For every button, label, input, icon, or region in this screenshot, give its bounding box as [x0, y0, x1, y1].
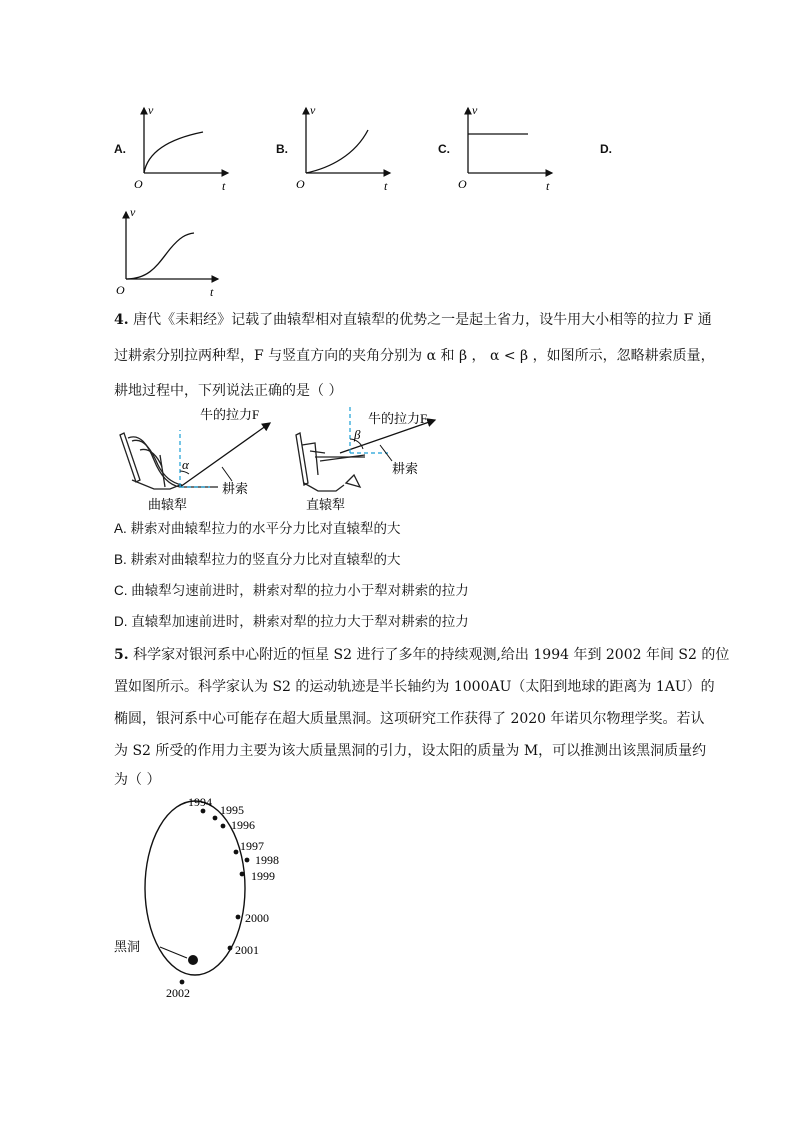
point-1994 [201, 809, 206, 814]
origin-label: O [116, 283, 125, 297]
origin-label: O [458, 177, 467, 191]
option-a-label: A. [114, 142, 126, 156]
curve-d [126, 233, 194, 279]
q5-line-5: 为（ ） [114, 772, 161, 788]
q5-line-3: 椭圆，银河系中心可能存在超大质量黑洞。这项研究工作获得了 2020 年诺贝尔物理学奖。若认 [114, 711, 705, 727]
option-b-label: B. [276, 142, 288, 156]
y-axis-label: v [310, 103, 316, 117]
q5-number: 5. [114, 647, 129, 663]
q5-line-4: 为 S2 所受的作用力主要为该大质量黑洞的引力，设太阳的质量为 M，可以推测出该黑洞质量约 [114, 743, 707, 759]
q4-text-1: 唐代《耒耜经》记载了曲辕犁相对直辕犁的优势之一是起土省力，设牛用大小相等的拉力 F 通 [133, 312, 712, 328]
beta-label: β [354, 427, 361, 442]
graph-a [128, 100, 238, 195]
alpha-label: α [182, 457, 189, 472]
s2-orbit-figure [110, 790, 310, 1005]
point-2000 [236, 915, 241, 920]
q4-line-1 [114, 310, 712, 330]
q5-line-2: 置如图所示。科学家认为 S2 的运动轨迹是半长轴约为 1000AU（太阳到地球的距离为 1AU）的 [114, 679, 715, 695]
graph-d [110, 204, 230, 299]
q4-line-3: 耕地过程中，下列说法正确的是（ ） [114, 383, 343, 399]
origin-label: O [134, 177, 143, 191]
q5-line-1 [114, 645, 729, 665]
curve-a [144, 132, 203, 173]
year-1996: 1996 [231, 818, 255, 832]
year-2002: 2002 [166, 986, 190, 1000]
q4-option-d[interactable]: D. 直辕犁加速前进时，耕索对犁的拉力大于犁对耕索的拉力 [114, 614, 469, 629]
point-1995 [213, 816, 218, 821]
year-1999: 1999 [251, 869, 275, 883]
left-force-label: 牛的拉力F [200, 407, 260, 422]
q4-option-c[interactable]: C. 曲辕犁匀速前进时，耕索对犁的拉力小于犁对耕索的拉力 [114, 583, 469, 598]
y-axis-label: v [472, 103, 478, 117]
year-1995: 1995 [220, 803, 244, 817]
q4-line-2: 过耕索分别拉两种犁，F 与竖直方向的夹角分别为 α 和 β ， α < β ，如图所示，忽略耕索质量， [114, 348, 715, 364]
left-caption: 曲辕犁 [148, 497, 188, 512]
origin-label: O [296, 177, 305, 191]
graph-b [290, 100, 400, 195]
x-axis-label: t [222, 179, 226, 193]
black-hole-dot [188, 955, 198, 965]
q5-text-1: 科学家对银河系中心附近的恒星 S2 进行了多年的持续观测,给出 1994 年到 2002 年间 S2 的位 [133, 647, 730, 663]
right-caption: 直辕犁 [306, 497, 346, 512]
option-c-label: C. [438, 142, 450, 156]
curved-plough-illustration [120, 433, 218, 489]
left-rope-label: 耕索 [222, 481, 249, 496]
right-force-label: 牛的拉力F [368, 411, 428, 426]
curve-b [306, 130, 368, 173]
q4-option-b[interactable]: B. 耕索对曲辕犁拉力的竖直分力比对直辕犁的大 [114, 552, 401, 567]
plough-figure [110, 405, 450, 515]
q4-option-a[interactable]: A. 耕索对曲辕犁拉力的水平分力比对直辕犁的大 [114, 521, 401, 536]
q4-number: 4. [114, 312, 129, 328]
year-2000: 2000 [245, 911, 269, 925]
point-2002 [180, 980, 185, 985]
point-1996 [221, 824, 226, 829]
point-1999 [240, 872, 245, 877]
x-axis-label: t [210, 285, 214, 299]
black-hole-label: 黑洞 [114, 939, 141, 954]
year-2001: 2001 [235, 943, 259, 957]
point-1997 [234, 850, 239, 855]
year-1998: 1998 [255, 853, 279, 867]
x-axis-label: t [384, 179, 388, 193]
right-rope-label: 耕索 [392, 461, 419, 476]
left-force-arrow [180, 423, 270, 487]
graph-c [452, 100, 562, 195]
point-1998 [245, 858, 250, 863]
point-2001 [228, 946, 233, 951]
option-d-label: D. [600, 142, 612, 156]
year-1997: 1997 [240, 839, 264, 853]
y-axis-label: v [148, 103, 154, 117]
year-1994: 1994 [188, 795, 212, 809]
y-axis-label: v [130, 205, 136, 219]
x-axis-label: t [546, 179, 550, 193]
